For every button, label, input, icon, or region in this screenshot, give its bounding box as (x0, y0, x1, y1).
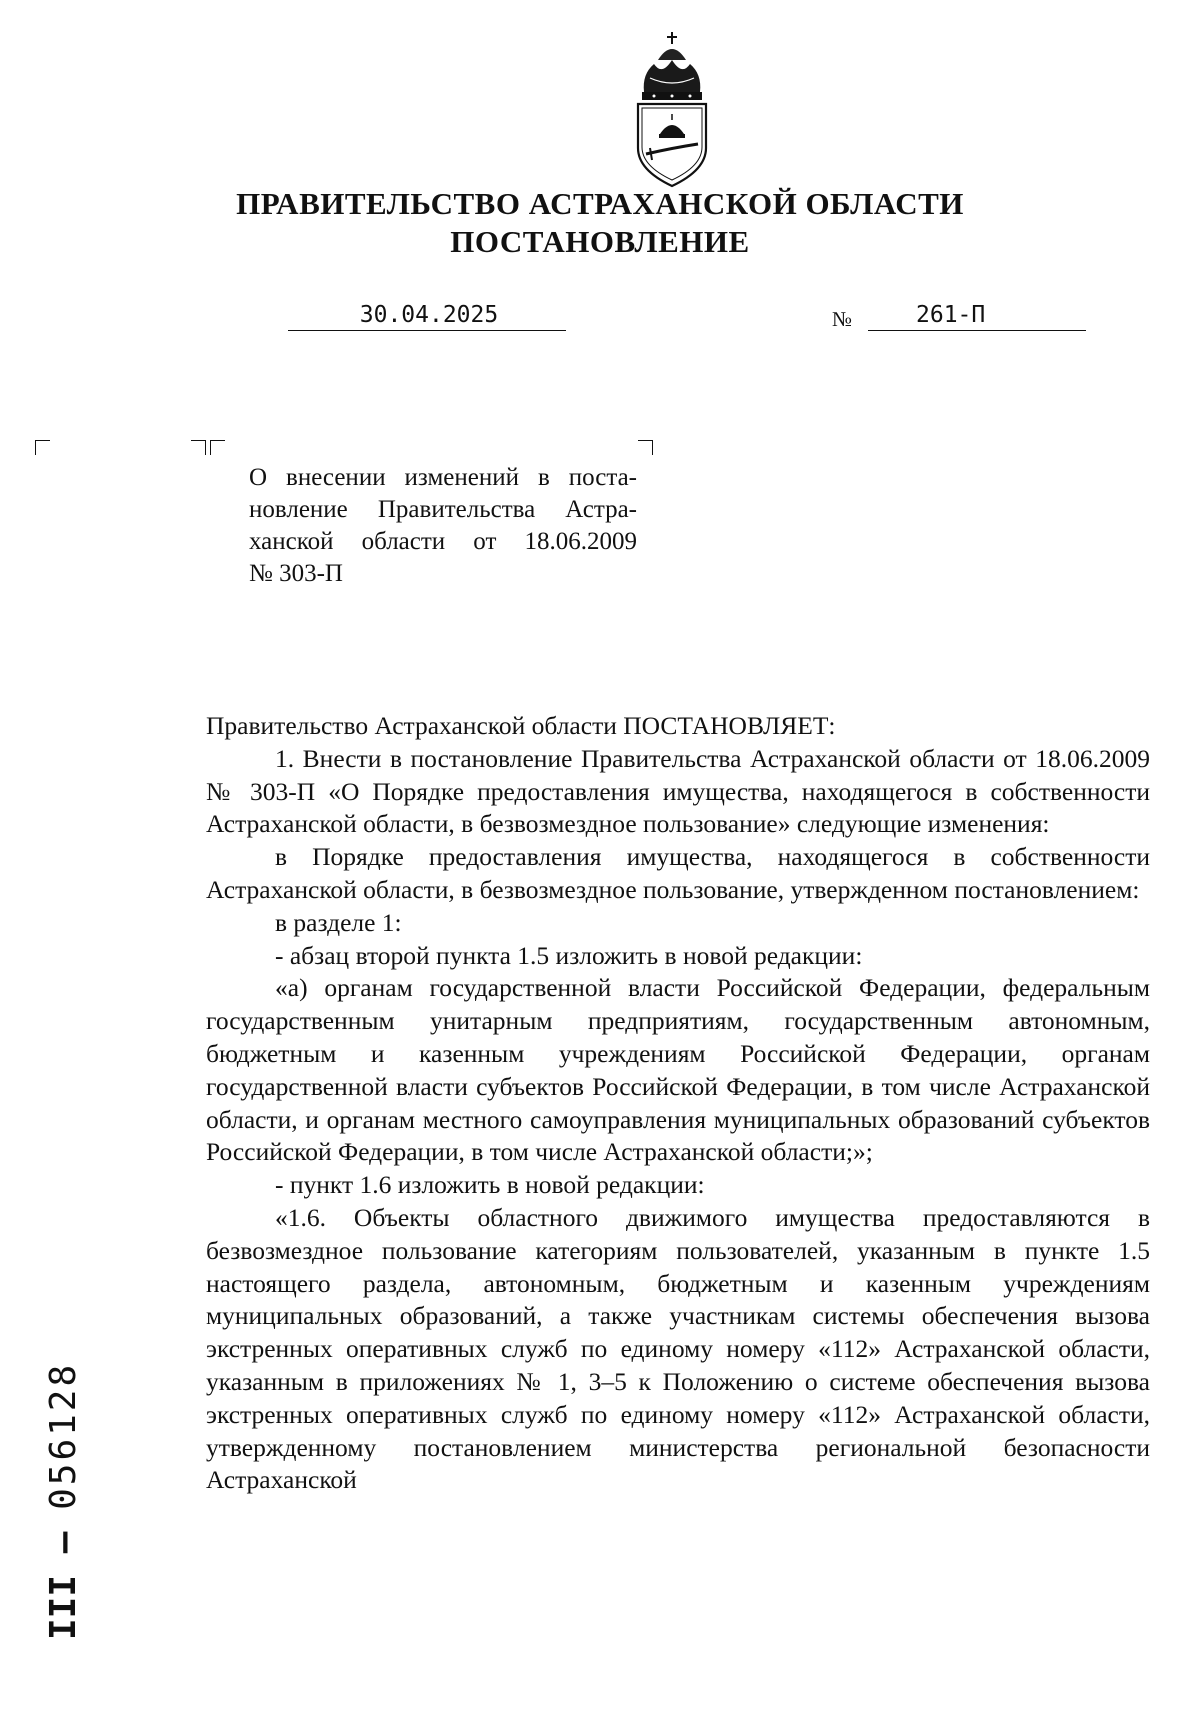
corner-bracket-mid-right (191, 440, 206, 455)
body-paragraph: Правительство Астраханской области ПОСТАНОВЛЯЕТ: (206, 711, 836, 740)
body-paragraph: - абзац второй пункта 1.5 изложить в новой редакции: (275, 940, 863, 970)
body-paragraph: в разделе 1: (275, 907, 402, 937)
document-number: 261-П (868, 300, 1086, 331)
number-sign: № (832, 307, 853, 331)
side-serial-code (38, 1361, 98, 1640)
org-title: ПРАВИТЕЛЬСТВО АСТРАХАНСКОЙ ОБЛАСТИ (236, 186, 964, 221)
corner-bracket-mid-left (210, 440, 225, 455)
body-paragraph: в Порядке предоставления имущества, находящегося в собственности Астраханской области, в безвозмездное пользование, утвержденном постановлением: (206, 842, 1150, 904)
corner-bracket-right (638, 440, 653, 455)
document-date: 30.04.2025 (288, 300, 566, 331)
subject-line: ханской области от 18.06.2009 (249, 528, 637, 555)
document-body (206, 710, 1150, 1497)
body-paragraph: - пункт 1.6 изложить в новой редакции: (275, 1170, 705, 1200)
body-paragraph: «а) органам государственной власти Российской Федерации, федеральным государственным унитарным предприятиям, государственным автономным, бюджетным и казенным учреждениям Российской Федерации, органам государственной власти субъектов Российской Федерации, в том числе Астраханской области, и органам местного самоуправления муниципальных образований субъектов Российской Федерации, в том числе Астраханской области;»; (206, 973, 1150, 1167)
corner-bracket-left (35, 440, 50, 455)
subject-line: О внесении изменений в поста- (249, 464, 637, 491)
body-paragraph: 1. Внести в постановление Правительства Астраханской области от 18.06.2009 № 303-П «О Порядке предоставления имущества, находящегося в собственности Астраханской области, в безвозмездное пользование» следующие изменения: (206, 743, 1150, 839)
body-paragraph: «1.6. Объекты областного движимого имущества предоставляются в безвозмездное пользование категориям пользователей, указанным в пункте 1.5 настоящего раздела, автономным, бюджетным и казенным учреждениям муниципальных образований, а также участникам системы обеспечения вызова экстренных оперативных служб по единому номеру «112» Астраханской области, указанным в приложениях № 1, 3–5 к Положению о системе обеспечения вызова экстренных оперативных служб по единому номеру «112» Астраханской области, утвержденному постановлением министерства региональной безопасности Астраханской (206, 1202, 1150, 1495)
subject-line: новление Правительства Астра- (249, 496, 637, 523)
astrakhan-coat-of-arms-icon (632, 30, 712, 190)
serial-prefix: III (43, 1574, 84, 1640)
subject-line: № 303-П (249, 560, 343, 587)
doc-type-title: ПОСТАНОВЛЕНИЕ (450, 224, 750, 259)
serial-number: 056128 (43, 1361, 84, 1510)
document-subject (249, 462, 637, 590)
serial-dash: – (43, 1531, 84, 1554)
